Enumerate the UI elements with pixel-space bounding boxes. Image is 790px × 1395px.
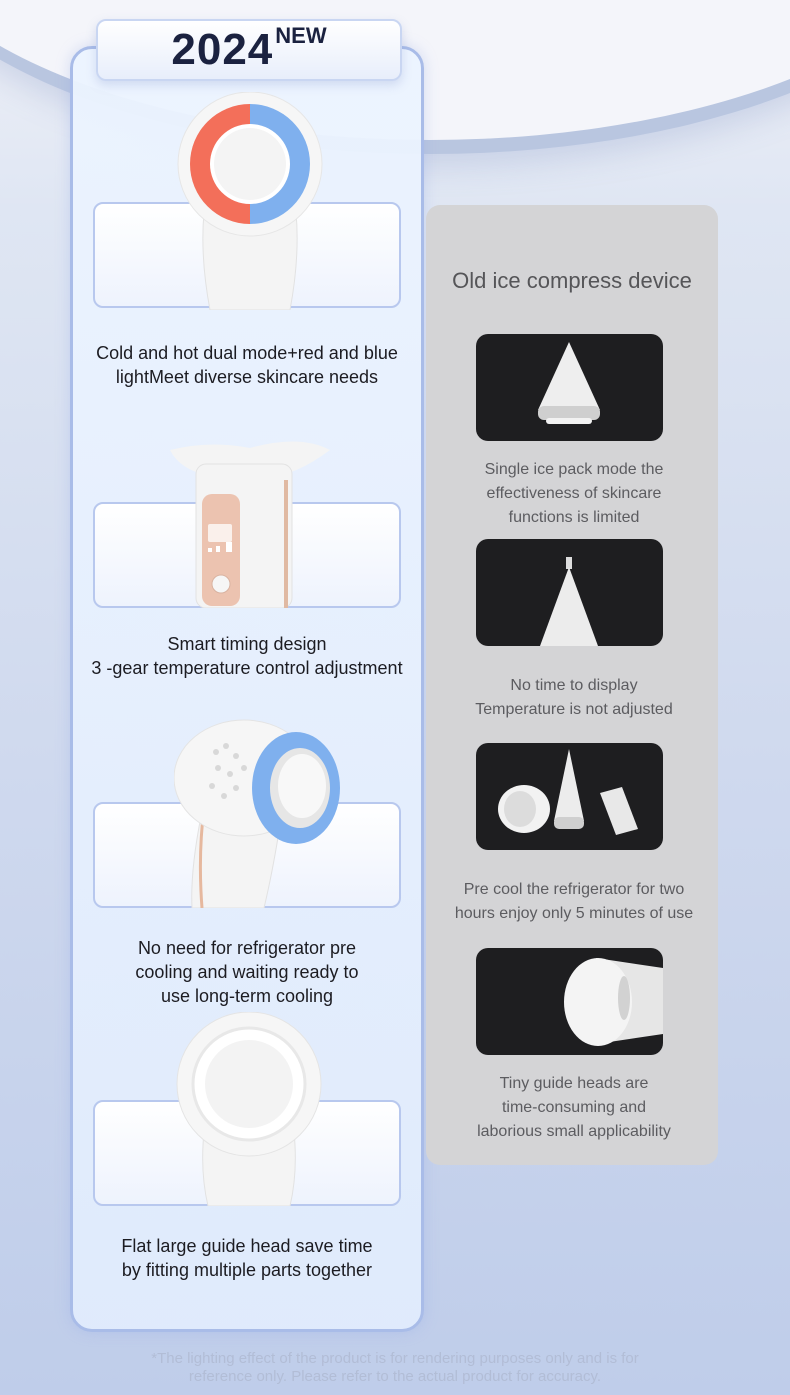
feature-text-4 <box>72 1234 422 1282</box>
display-panel-icon <box>170 440 330 608</box>
old-text-1 <box>436 458 712 530</box>
footnote-line-1: *The lighting effect of the product is for rendering purposes only and is for <box>151 1350 639 1367</box>
old-photo-2 <box>476 539 663 646</box>
feature-3-line-2: cooling and waiting ready to <box>135 962 359 982</box>
old-text-2 <box>436 674 712 722</box>
year-badge <box>96 19 402 81</box>
old-1-line-2: effectiveness of skincare <box>486 485 662 502</box>
small-round-head-icon <box>476 948 663 1055</box>
footnote-line-2: reference only. Please refer to the actual product for accuracy. <box>188 1368 602 1385</box>
disclaimer-footnote <box>60 1350 730 1386</box>
feature-2-line-1: Smart timing design <box>167 634 327 654</box>
old-1-line-3: functions is limited <box>508 509 640 526</box>
old-1-line-1: Single ice pack mode the <box>484 461 664 478</box>
feature-3-line-3: use long-term cooling <box>160 986 334 1006</box>
feature-text-2 <box>72 632 422 680</box>
old-text-4 <box>436 1072 712 1144</box>
old-2-line-1: No time to display <box>510 677 638 694</box>
cone-head-icon <box>476 334 663 441</box>
old-device-title: Old ice compress device <box>452 268 692 293</box>
feature-1-line-2: lightMeet diverse skincare needs <box>115 367 379 387</box>
feature-text-1 <box>72 341 422 389</box>
old-4-line-1: Tiny guide heads are <box>499 1075 649 1092</box>
old-4-line-2: time-consuming and <box>501 1099 647 1116</box>
feature-3-line-1: No need for refrigerator pre <box>137 938 357 958</box>
feature-text-3 <box>72 936 422 1008</box>
old-3-line-1: Pre cool the refrigerator for two <box>463 881 685 898</box>
feature-2-line-2: 3 -gear temperature control adjustment <box>91 658 403 678</box>
badge-year: 2024 <box>171 25 274 74</box>
old-4-line-3: laborious small applicability <box>477 1123 671 1140</box>
multi-heads-icon <box>476 743 663 850</box>
old-photo-4 <box>476 948 663 1055</box>
cooling-head-side-icon <box>174 716 344 908</box>
old-2-line-2: Temperature is not adjusted <box>475 701 673 718</box>
flat-head-icon <box>174 1012 324 1206</box>
old-photo-3 <box>476 743 663 850</box>
old-text-3 <box>436 878 712 926</box>
dual-mode-head-icon <box>170 92 330 310</box>
feature-4-line-2: by fitting multiple parts together <box>121 1260 373 1280</box>
feature-1-line-1: Cold and hot dual mode+red and blue <box>96 343 398 363</box>
feature-4-line-1: Flat large guide head save time <box>121 1236 373 1256</box>
old-3-line-2: hours enjoy only 5 minutes of use <box>454 905 694 922</box>
cone-tip-icon <box>476 539 663 646</box>
old-photo-1 <box>476 334 663 441</box>
badge-new-tag: NEW <box>275 23 327 48</box>
